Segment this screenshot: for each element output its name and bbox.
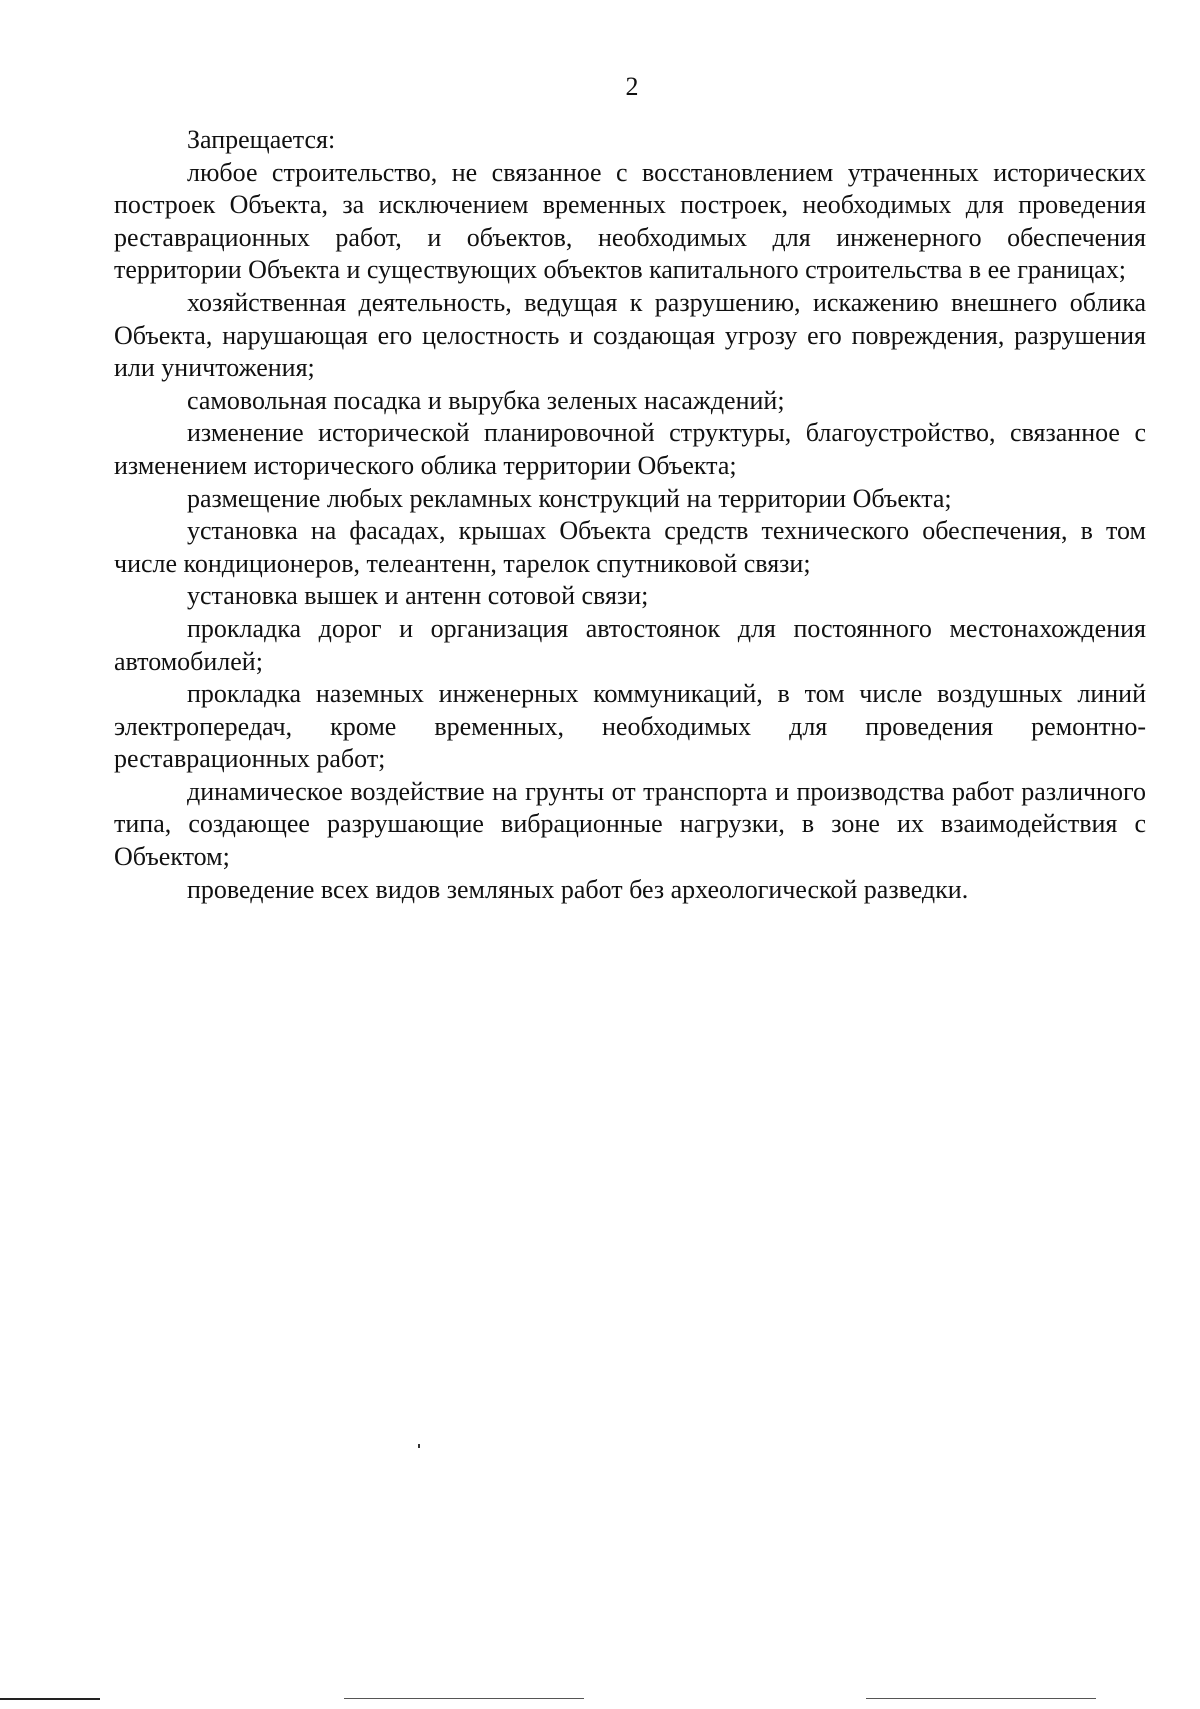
prohibitions-heading: Запрещается: <box>187 125 336 154</box>
prohibition-item-6: установка на фасадах, крышах Объекта средств технического обеспечения, в том числе кондиционеров, телеантенн, тарелок спутниковой связи; <box>114 516 1146 578</box>
document-body <box>114 124 1146 906</box>
prohibition-item-11: проведение всех видов земляных работ без археологической разведки. <box>187 874 969 904</box>
prohibition-item-5: размещение любых рекламных конструкций на территории Объекта; <box>187 483 952 513</box>
scan-edge-line <box>344 1698 584 1699</box>
scan-speck <box>418 1444 420 1448</box>
prohibition-item-7: установка вышек и антенн сотовой связи; <box>187 581 649 611</box>
prohibition-item-4: изменение исторической планировочной структуры, благоустройство, связанное с изменением исторического облика территории Объекта; <box>114 418 1146 480</box>
page-number: 2 <box>625 72 639 101</box>
prohibition-item-9: прокладка наземных инженерных коммуникаций, в том числе воздушных линий электропередач, кроме временных, необходимых для проведения ремонтно-реставрационных работ; <box>114 679 1146 774</box>
prohibition-item-2: хозяйственная деятельность, ведущая к разрушению, искажению внешнего облика Объекта, нарушающая его целостность и создающая угрозу его повреждения, разрушения или уничтожения; <box>114 287 1146 383</box>
prohibition-item-3: самовольная посадка и вырубка зеленых насаждений; <box>187 385 785 415</box>
prohibition-item-10: динамическое воздействие на грунты от транспорта и производства работ различного типа, создающее разрушающие вибрационные нагрузки, в зоне их взаимодействия с Объектом; <box>114 776 1146 872</box>
scan-edge-line <box>866 1698 1096 1699</box>
scan-edge-line <box>0 1698 100 1700</box>
prohibition-item-8: прокладка дорог и организация автостоянок для постоянного местонахождения автомобилей; <box>114 613 1146 676</box>
prohibition-item-1: любое строительство, не связанное с восстановлением утраченных исторических построек Объекта, за исключением временных построек, необходимых для проведения реставрационных работ, и объектов, необходимых для инженерного обеспечения территории Объекта и существующих объектов капитального строительства в ее границах; <box>114 157 1146 285</box>
